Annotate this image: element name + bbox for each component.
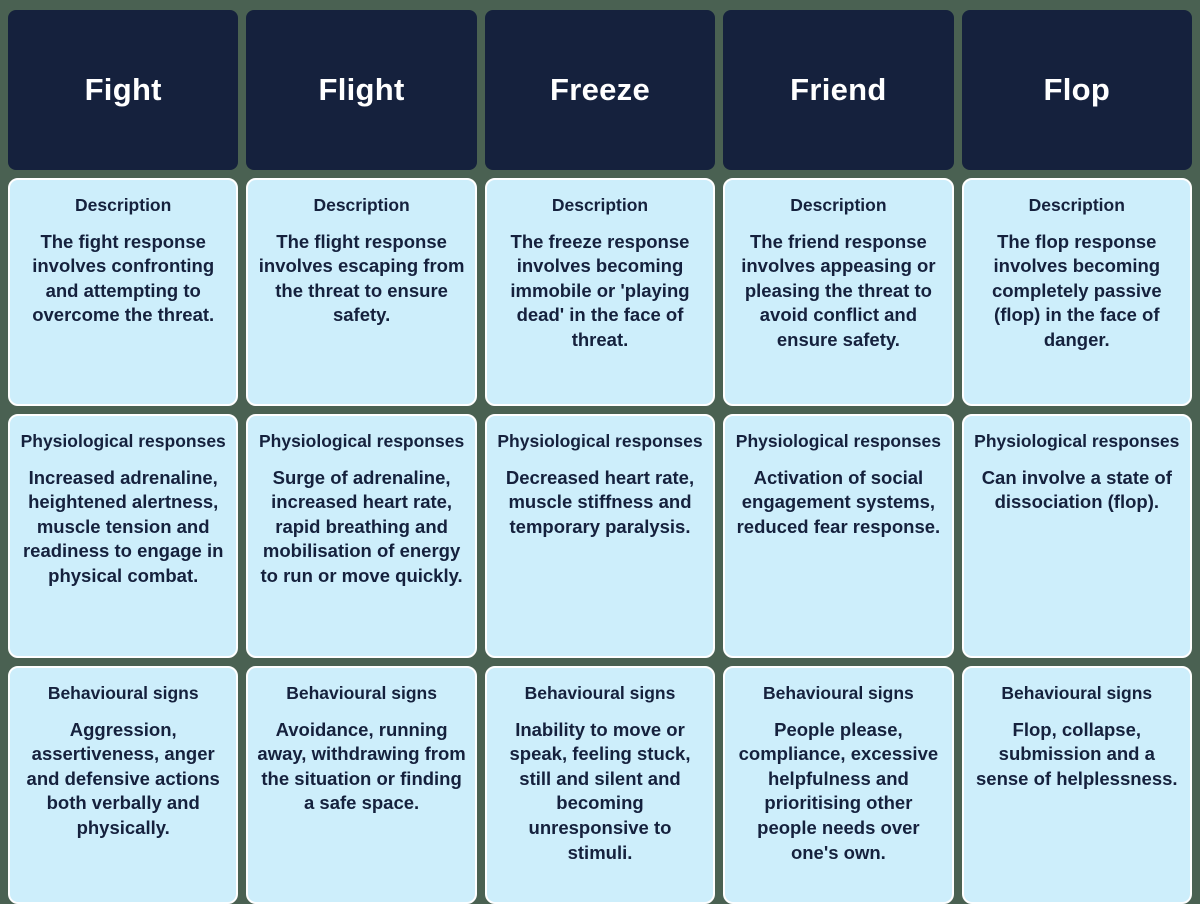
column-header-freeze [485, 10, 715, 170]
physiological-label: Physiological responses [20, 431, 226, 451]
description-label: Description [551, 195, 649, 215]
description-text: The fight response involves confronting and attempting to overcome the threat. [32, 230, 215, 326]
physiological-text: Decreased heart rate, muscle stiffness and temporary paralysis. [505, 466, 695, 537]
behavioural-text: Avoidance, running away, withdrawing from the situation or finding a safe space. [257, 718, 466, 814]
physiological-label: Physiological responses [258, 431, 465, 451]
physiological-card-friend [723, 414, 953, 658]
behavioural-text: Flop, collapse, submission and a sense of helplessness. [976, 718, 1178, 789]
behavioural-card-fight [8, 666, 238, 904]
column-title: Friend [790, 72, 887, 107]
description-label: Description [1028, 195, 1125, 215]
column-title: Flight [318, 72, 405, 107]
column-header-flight [246, 10, 476, 170]
physiological-label: Physiological responses [735, 431, 941, 451]
behavioural-text: Aggression, assertiveness, anger and defensive actions both verbally and physically. [26, 718, 220, 838]
description-card-fight [8, 178, 238, 406]
behavioural-card-freeze [485, 666, 715, 904]
behavioural-label: Behavioural signs [1001, 683, 1153, 703]
column-title: Flop [1043, 72, 1111, 107]
column-header-friend [723, 10, 953, 170]
description-text: The flight response involves escaping from the threat to ensure safety. [258, 230, 465, 326]
behavioural-label: Behavioural signs [47, 683, 199, 703]
behavioural-card-flight [246, 666, 476, 904]
behavioural-card-flop [962, 666, 1192, 904]
behavioural-card-friend [723, 666, 953, 904]
description-text: The flop response involves becoming completely passive (flop) in the face of danger. [991, 230, 1162, 350]
column-header-flop [962, 10, 1192, 170]
column-title: Freeze [549, 72, 650, 107]
description-label: Description [75, 195, 172, 215]
description-label: Description [790, 195, 887, 215]
description-card-freeze [485, 178, 715, 406]
physiological-label: Physiological responses [497, 431, 703, 451]
description-text: The freeze response involves becoming immobile or 'playing dead' in the face of threat. [510, 230, 690, 350]
behavioural-text: People please, compliance, excessive helpfulness and prioritising other people needs over one's own. [738, 718, 939, 863]
physiological-card-freeze [485, 414, 715, 658]
physiological-text: Surge of adrenaline, increased heart rate, rapid breathing and mobilisation of energy to run or move quickly. [260, 466, 463, 586]
behavioural-text: Inability to move or speak, feeling stuck, still and silent and becoming unresponsive to stimuli. [509, 718, 691, 863]
description-card-flight [246, 178, 476, 406]
behavioural-label: Behavioural signs [763, 683, 914, 703]
description-text: The friend response involves appeasing or pleasing the threat to avoid conflict and ensure safety. [741, 230, 936, 350]
description-card-flop [962, 178, 1192, 406]
physiological-text: Can involve a state of dissociation (flop). [981, 466, 1172, 513]
physiological-text: Increased adrenaline, heightened alertness, muscle tension and readiness to engage in physical combat. [22, 466, 224, 586]
physiological-card-fight [8, 414, 238, 658]
physiological-label: Physiological responses [974, 431, 1180, 451]
physiological-card-flop [962, 414, 1192, 658]
physiological-text: Activation of social engagement systems, reduced fear response. [736, 466, 941, 537]
description-card-friend [723, 178, 953, 406]
behavioural-label: Behavioural signs [286, 683, 437, 703]
behavioural-label: Behavioural signs [524, 683, 676, 703]
physiological-card-flight [246, 414, 476, 658]
column-header-fight [8, 10, 238, 170]
column-title: Fight [84, 72, 162, 107]
description-label: Description [313, 195, 410, 215]
